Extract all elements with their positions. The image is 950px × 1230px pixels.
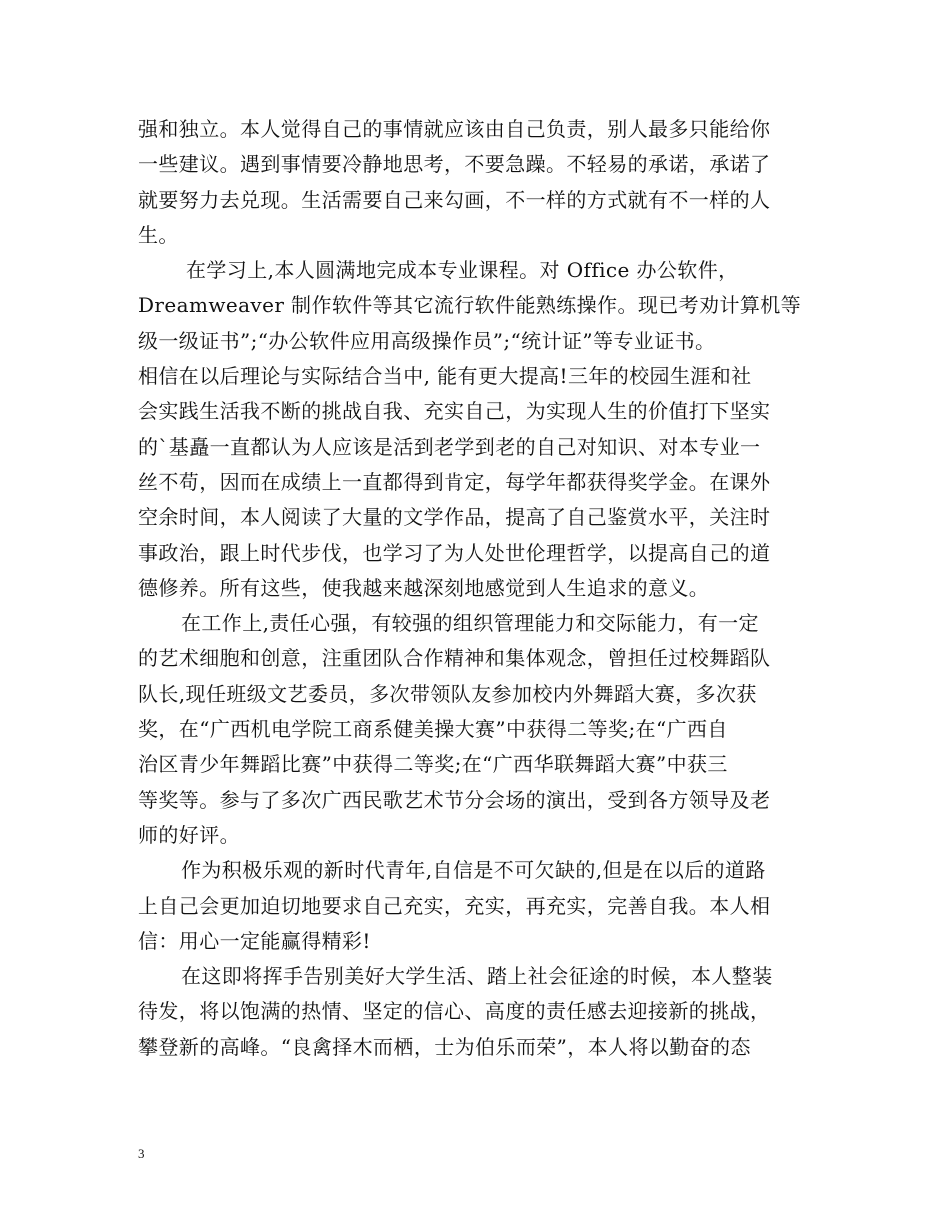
- text-line: 空余时间，本人阅读了大量的文学作品，提高了自己鉴赏水平，关注时: [138, 505, 771, 530]
- paragraph-start-line: 作为积极乐观的新时代青年,自信是不可欠缺的,但是在以后的道路: [181, 858, 766, 883]
- text-line: 生。: [138, 222, 179, 247]
- text-line: 一些建议。遇到事情要冷静地思考，不要急躁。不轻易的承诺，承诺了: [138, 152, 771, 177]
- text-line: 强和独立。本人觉得自己的事情就应该由自己负责，别人最多只能给你: [138, 117, 771, 141]
- text-line: 相信在以后理论与实际结合当中, 能有更大提高!三年的校园生涯和社: [138, 364, 752, 389]
- text-line: 师的好评。: [138, 822, 240, 847]
- text-line: 队长,现任班级文艺委员，多次带领队友参加校内外舞蹈大赛，多次获: [138, 681, 757, 706]
- text-line: 上自己会更加迫切地要求自己充实，充实，再充实，完善自我。本人相: [138, 893, 771, 918]
- text-line: 攀登新的高峰。“良禽择木而栖，士为伯乐而荣”，本人将以勤奋的态: [138, 1034, 751, 1059]
- text-line: 治区青少年舞蹈比赛”中获得二等奖;在“广西华联舞蹈大赛”中获三: [138, 752, 728, 777]
- body-text: [138, 112, 818, 1065]
- paragraph-start-line: 在工作上,责任心强，有较强的组织管理能力和交际能力，有一定: [181, 611, 759, 636]
- text-line: 事政治，跟上时代步伐，也学习了为人处世伦理哲学，以提高自己的道: [138, 540, 771, 565]
- paragraph-start-line: 在学习上,本人圆满地完成本专业课程。对 Office 办公软件，: [186, 258, 739, 283]
- text-line: 待发，将以饱满的热情、坚定的信心、高度的责任感去迎接新的挑战，: [138, 999, 771, 1024]
- text-line: 就要努力去兑现。生活需要自己来勾画，不一样的方式就有不一样的人: [138, 187, 771, 212]
- text-line: 奖，在“广西机电学院工商系健美操大赛”中获得二等奖;在“广西自: [138, 717, 728, 742]
- page-number: 3: [138, 1146, 145, 1161]
- text-line: 等奖等。参与了多次广西民歌艺术节分会场的演出，受到各方领导及老: [138, 787, 771, 812]
- text-line: 的`基矗一直都认为人应该是活到老学到老的自己对知识、对本专业一: [138, 434, 761, 459]
- text-line: 的艺术细胞和创意，注重团队合作精神和集体观念，曾担任过校舞蹈队: [138, 646, 771, 671]
- text-line: Dreamweaver 制作软件等其它流行软件能熟练操作。现已考劝计算机等: [138, 293, 802, 318]
- text-line: 信：用心一定能赢得精彩!: [138, 928, 371, 953]
- text-line: 级一级证书”;“办公软件应用高级操作员”;“统计证”等专业证书。: [138, 328, 716, 353]
- text-line: 德修养。所有这些，使我越来越深刻地感觉到人生追求的意义。: [138, 575, 710, 600]
- text-line: 会实践生活我不断的挑战自我、充实自己，为实现人生的价值打下坚实: [138, 399, 771, 424]
- paragraph-start-line: 在这即将挥手告别美好大学生活、踏上社会征途的时候，本人整装: [181, 964, 773, 989]
- text-line: 丝不苟，因而在成绩上一直都得到肯定，每学年都获得奖学金。在课外: [138, 469, 771, 494]
